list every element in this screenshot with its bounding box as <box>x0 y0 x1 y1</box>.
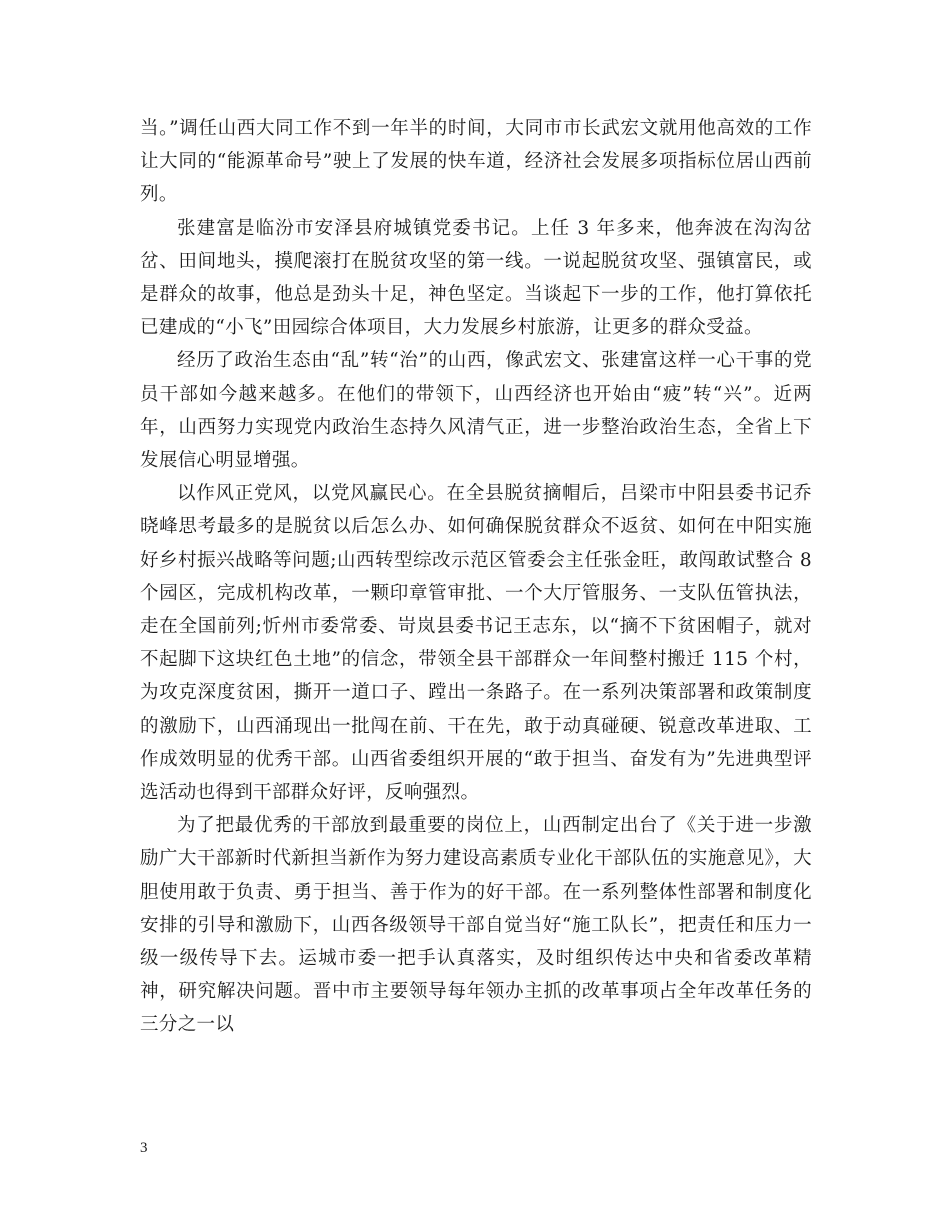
paragraph-2: 张建富是临汾市安泽县府城镇党委书记。上任 3 年多来，他奔波在沟沟岔岔、田间地头，摸爬滚打在脱贫攻坚的第一线。一说起脱贫攻坚、强镇富民，或是群众的故事，他总是劲头十足，神色坚定。当谈起下一步的工作，他打算依托已建成的“小飞”田园综合体项目，大力发展乡村旅游，让更多的群众受益。 <box>140 217 812 339</box>
paragraph-3: 经历了政治生态由“乱”转“治”的山西，像武宏文、张建富这样一心干事的党员干部如今越来越多。在他们的带领下，山西经济也开始由“疲”转“兴”。近两年，山西努力实现党内政治生态持久风清气正，进一步整治政治生态，全省上下发展信心明显增强。 <box>140 350 812 472</box>
paragraph-1: 当。”调任山西大同工作不到一年半的时间，大同市市长武宏文就用他高效的工作让大同的“能源革命号”驶上了发展的快车道，经济社会发展多项指标位居山西前列。 <box>140 118 812 206</box>
paragraph-5: 为了把最优秀的干部放到最重要的岗位上，山西制定出台了《关于进一步激励广大干部新时代新担当新作为努力建设高素质专业化干部队伍的实施意见》，大胆使用敢于负责、勇于担当、善于作为的好干部。在一系列整体性部署和制度化安排的引导和激励下，山西各级领导干部自觉当好“施工队长”，把责任和压力一级一级传导下去。运城市委一把手认真落实，及时组织传达中央和省委改革精神，研究解决问题。晋中市主要领导每年领办主抓的改革事项占全年改革任务的三分之一以 <box>140 815 812 1036</box>
paragraph-4: 以作风正党风，以党风赢民心。在全县脱贫摘帽后，吕梁市中阳县委书记乔晓峰思考最多的是脱贫以后怎么办、如何确保脱贫群众不返贫、如何在中阳实施好乡村振兴战略等问题;山西转型综改示范区管委会主任张金旺，敢闯敢试整合 8 个园区，完成机构改革，一颗印章管审批、一个大厅管服务、一支队伍管执法，走在全国前列;忻州市委常委、岢岚县委书记王志东，以“摘不下贫困帽子，就对不起脚下这块红色土地”的信念，带领全县干部群众一年间整村搬迁 115 个村，为攻克深度贫困，撕开一道口子、蹚出一条路子。在一系列决策部署和政策制度的激励下，山西涌现出一批闯在前、干在先，敢于动真碰硬、锐意改革进取、工作成效明显的优秀干部。山西省委组织开展的“敢于担当、奋发有为”先进典型评选活动也得到干部群众好评，反响强烈。 <box>140 483 812 804</box>
page-number: 3 <box>140 1140 148 1156</box>
document-body <box>140 112 812 1042</box>
